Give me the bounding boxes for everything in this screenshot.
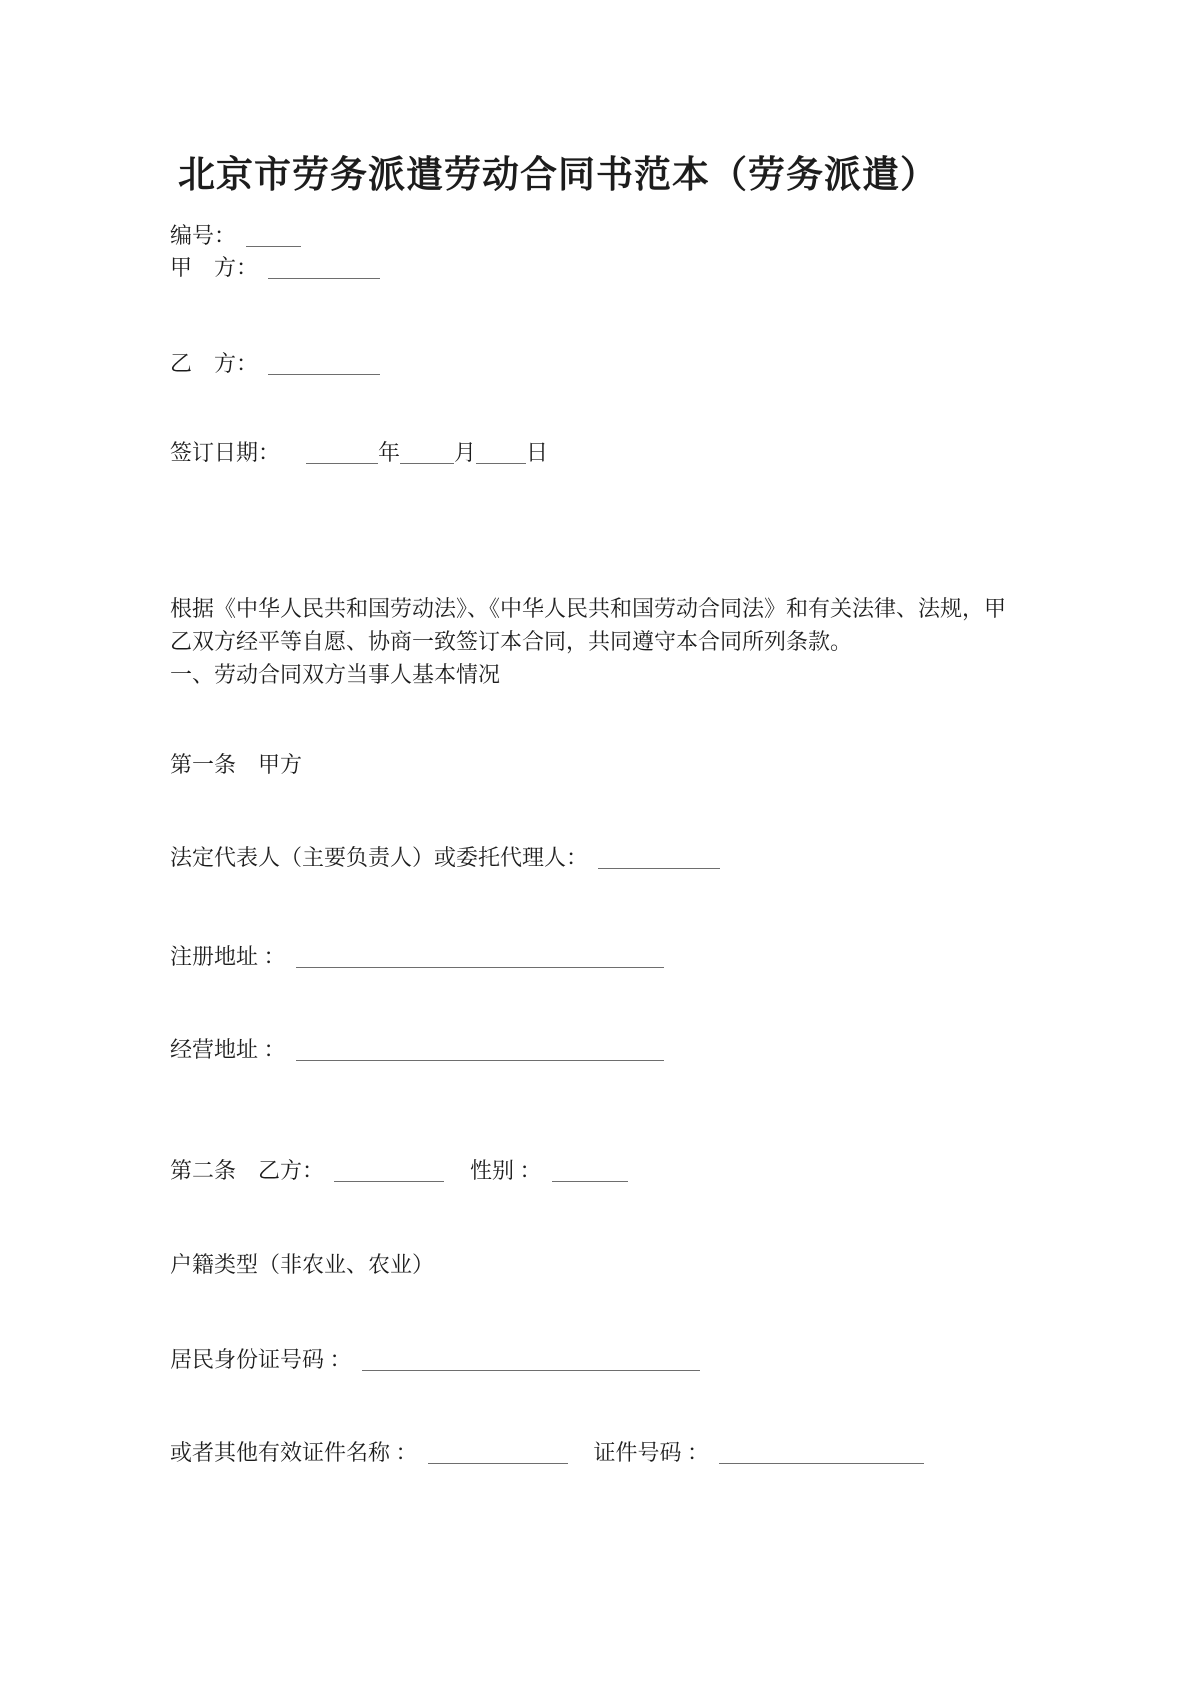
number-blank <box>246 226 301 247</box>
business-address-blank <box>296 1040 664 1061</box>
party-b-line <box>170 349 380 379</box>
unit-month: 月 <box>454 440 477 465</box>
legal-rep-blank <box>598 848 720 869</box>
registered-address-line <box>170 942 664 972</box>
registered-address-label: 注册地址 ： <box>170 944 286 969</box>
cert-no-label: 证件号码 ： <box>593 1440 710 1465</box>
party-a-label: 甲 方： <box>170 255 259 280</box>
unit-year: 年 <box>378 440 401 465</box>
page-title: 北京市劳务派遣劳动合同书范本（劳务派遣） <box>178 155 938 196</box>
unit-day: 日 <box>526 440 549 465</box>
article2-line <box>170 1156 628 1186</box>
number-label: 编号： <box>170 223 237 248</box>
article1-heading: 第一条 甲方 <box>170 752 303 777</box>
party-b-label: 乙 方： <box>170 351 259 376</box>
other-cert-line <box>170 1438 924 1468</box>
number-line <box>170 221 301 251</box>
sign-day-blank <box>476 443 526 464</box>
sign-month-blank <box>400 443 454 464</box>
other-cert-name-blank <box>428 1443 568 1464</box>
business-address-label: 经营地址 ： <box>170 1037 286 1062</box>
intro-paragraph-line2: 乙双方经平等自愿、协商一致签订本合同，共同遵守本合同所列条款。 <box>170 629 853 654</box>
party-b-blank <box>268 354 380 375</box>
gender-blank <box>552 1161 628 1182</box>
party-b-name-blank <box>334 1161 444 1182</box>
party-a-blank <box>268 258 380 279</box>
sign-date-line <box>170 438 548 468</box>
household-type-line: 户籍类型（非农业、农业） <box>170 1252 435 1277</box>
other-cert-label: 或者其他有效证件名称 ： <box>170 1440 418 1465</box>
legal-rep-line <box>170 843 720 873</box>
legal-rep-label: 法定代表人（主要负责人）或委托代理人： <box>170 845 589 870</box>
registered-address-blank <box>296 947 664 968</box>
id-number-label: 居民身份证号码 ： <box>170 1347 352 1372</box>
sign-year-blank <box>306 443 378 464</box>
gender-label: 性别 ： <box>470 1158 542 1183</box>
business-address-line <box>170 1035 664 1065</box>
sign-date-label: 签订日期： <box>170 440 281 465</box>
party-a-line <box>170 253 380 283</box>
cert-number-blank <box>719 1443 924 1464</box>
article2-label: 第二条 乙方： <box>170 1158 325 1183</box>
id-number-blank <box>362 1350 700 1371</box>
intro-paragraph-line1: 根据《中华人民共和国劳动法》、《中华人民共和国劳动合同法》和有关法律、法规，甲 <box>170 596 1007 621</box>
id-number-line <box>170 1345 700 1375</box>
section-heading: 一、劳动合同双方当事人基本情况 <box>170 662 501 687</box>
